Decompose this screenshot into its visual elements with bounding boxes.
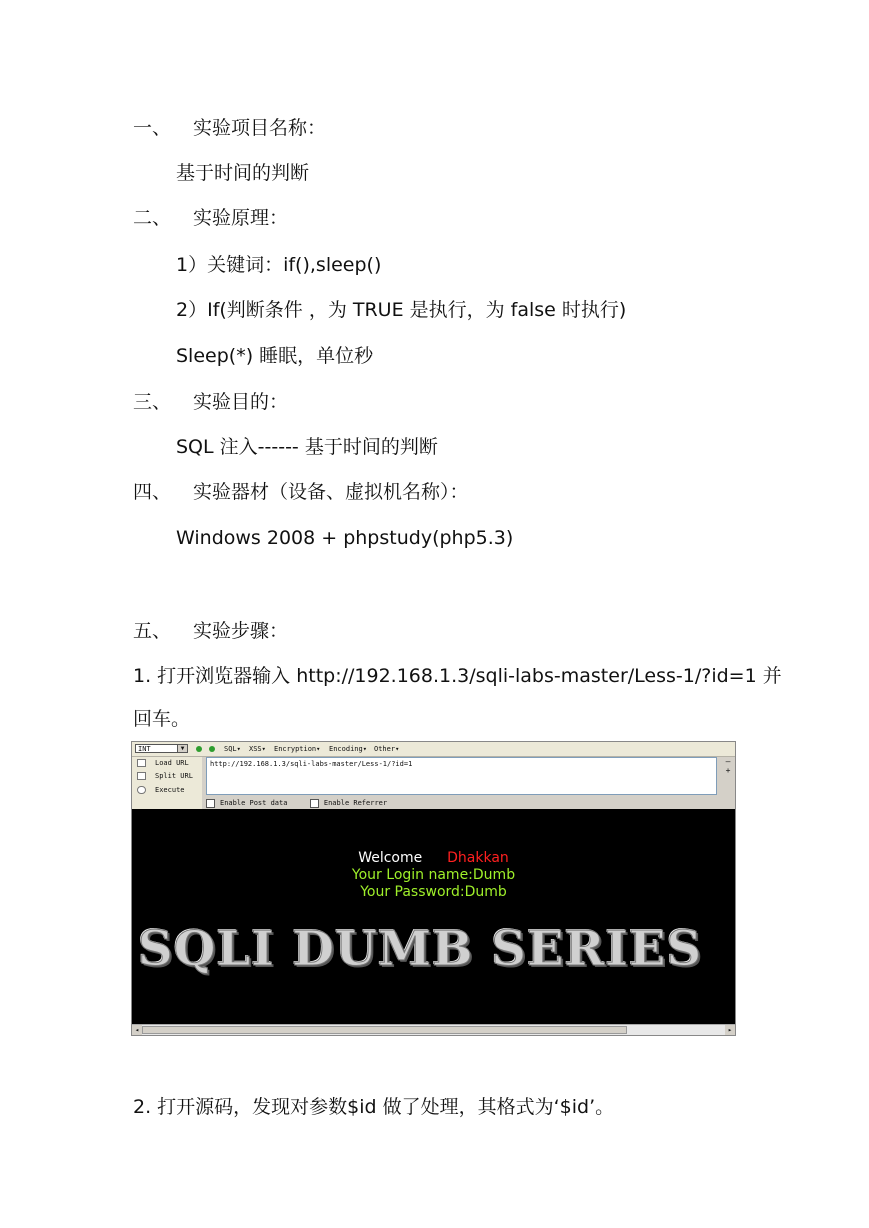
principle-sleep: Sleep(*) 睡眠，单位秒 (176, 345, 374, 367)
referrer-label: Enable Referrer (323, 799, 388, 807)
purpose-text: SQL 注入------ 基于时间的判断 (176, 436, 438, 458)
green-dot-icon[interactable] (209, 746, 215, 752)
load-url-label: Load URL (155, 759, 189, 767)
page-content (132, 809, 735, 1024)
scroll-right-icon[interactable]: ▸ (725, 1025, 735, 1036)
menu-encoding[interactable]: Encoding▾ (329, 745, 367, 753)
menu-xss[interactable]: XSS▾ (249, 745, 266, 753)
load-icon (137, 759, 146, 767)
section-3-number: 三、 (133, 391, 172, 413)
project-name: 基于时间的判断 (176, 162, 310, 184)
scroll-thumb[interactable] (142, 1026, 627, 1034)
section-1-number: 一、 (133, 117, 172, 139)
execute-icon (137, 786, 146, 794)
section-3-title: 实验目的： (193, 391, 289, 413)
section-4-title: 实验器材（设备、虚拟机名称）： (193, 481, 469, 503)
execute-button[interactable] (135, 784, 185, 796)
menu-other[interactable]: Other▾ (374, 745, 400, 753)
welcome-line (132, 850, 735, 867)
equipment-text: Windows 2008 + phpstudy(php5.3) (176, 527, 514, 549)
horizontal-scrollbar[interactable] (132, 1024, 735, 1036)
section-1-title: 实验项目名称： (193, 117, 327, 139)
split-icon (137, 772, 146, 780)
url-scroll[interactable]: – + (725, 757, 731, 775)
load-url-button[interactable] (135, 757, 189, 769)
user-name: Dhakkan (447, 850, 509, 866)
referrer-checkbox[interactable] (310, 799, 319, 808)
principle-if: 2）If(判断条件 ，为 TRUE 是执行，为 false 时执行) (176, 299, 627, 321)
welcome-text: Welcome (358, 850, 423, 866)
chevron-down-icon: ▼ (177, 745, 187, 752)
post-data-label: Enable Post data (220, 799, 288, 807)
type-select-value: INT (138, 745, 151, 753)
sqli-banner: SQLI DUMB SERIES (138, 921, 703, 977)
split-url-label: Split URL (155, 772, 193, 780)
login-name-line: Your Login name:Dumb (351, 867, 516, 883)
url-input[interactable]: http://192.168.1.3/sqli-labs-master/Less-1/?id=1 (206, 757, 717, 795)
hackbar-side (132, 757, 202, 809)
principle-keywords: 1）关键词：if(),sleep() (176, 254, 382, 276)
browser-screenshot (131, 741, 736, 1036)
section-2-title: 实验原理： (193, 207, 289, 229)
menu-sql[interactable]: SQL▾ (224, 745, 241, 753)
section-2-number: 二、 (133, 207, 172, 229)
section-5-number: 五、 (133, 620, 172, 642)
step-1-line-2: 回车。 (133, 708, 191, 730)
scroll-left-icon[interactable]: ◂ (132, 1025, 142, 1036)
execute-label: Execute (155, 786, 185, 794)
menu-encryption[interactable]: Encryption▾ (274, 745, 321, 753)
hackbar-toolbar (132, 742, 735, 757)
green-dot-icon[interactable] (196, 746, 202, 752)
step-1-line-1: 1. 打开浏览器输入 http://192.168.1.3/sqli-labs-master/Less-1/?id=1 并 (133, 665, 782, 687)
split-url-button[interactable] (135, 770, 193, 782)
section-4-number: 四、 (133, 481, 172, 503)
post-data-checkbox[interactable] (206, 799, 215, 808)
password-line: Your Password:Dumb (360, 884, 507, 900)
section-5-title: 实验步骤： (193, 620, 289, 642)
type-select[interactable] (135, 744, 188, 753)
step-2-text: 2. 打开源码，发现对参数$id 做了处理，其格式为‘$id’。 (133, 1096, 615, 1118)
hackbar-options (206, 798, 387, 808)
